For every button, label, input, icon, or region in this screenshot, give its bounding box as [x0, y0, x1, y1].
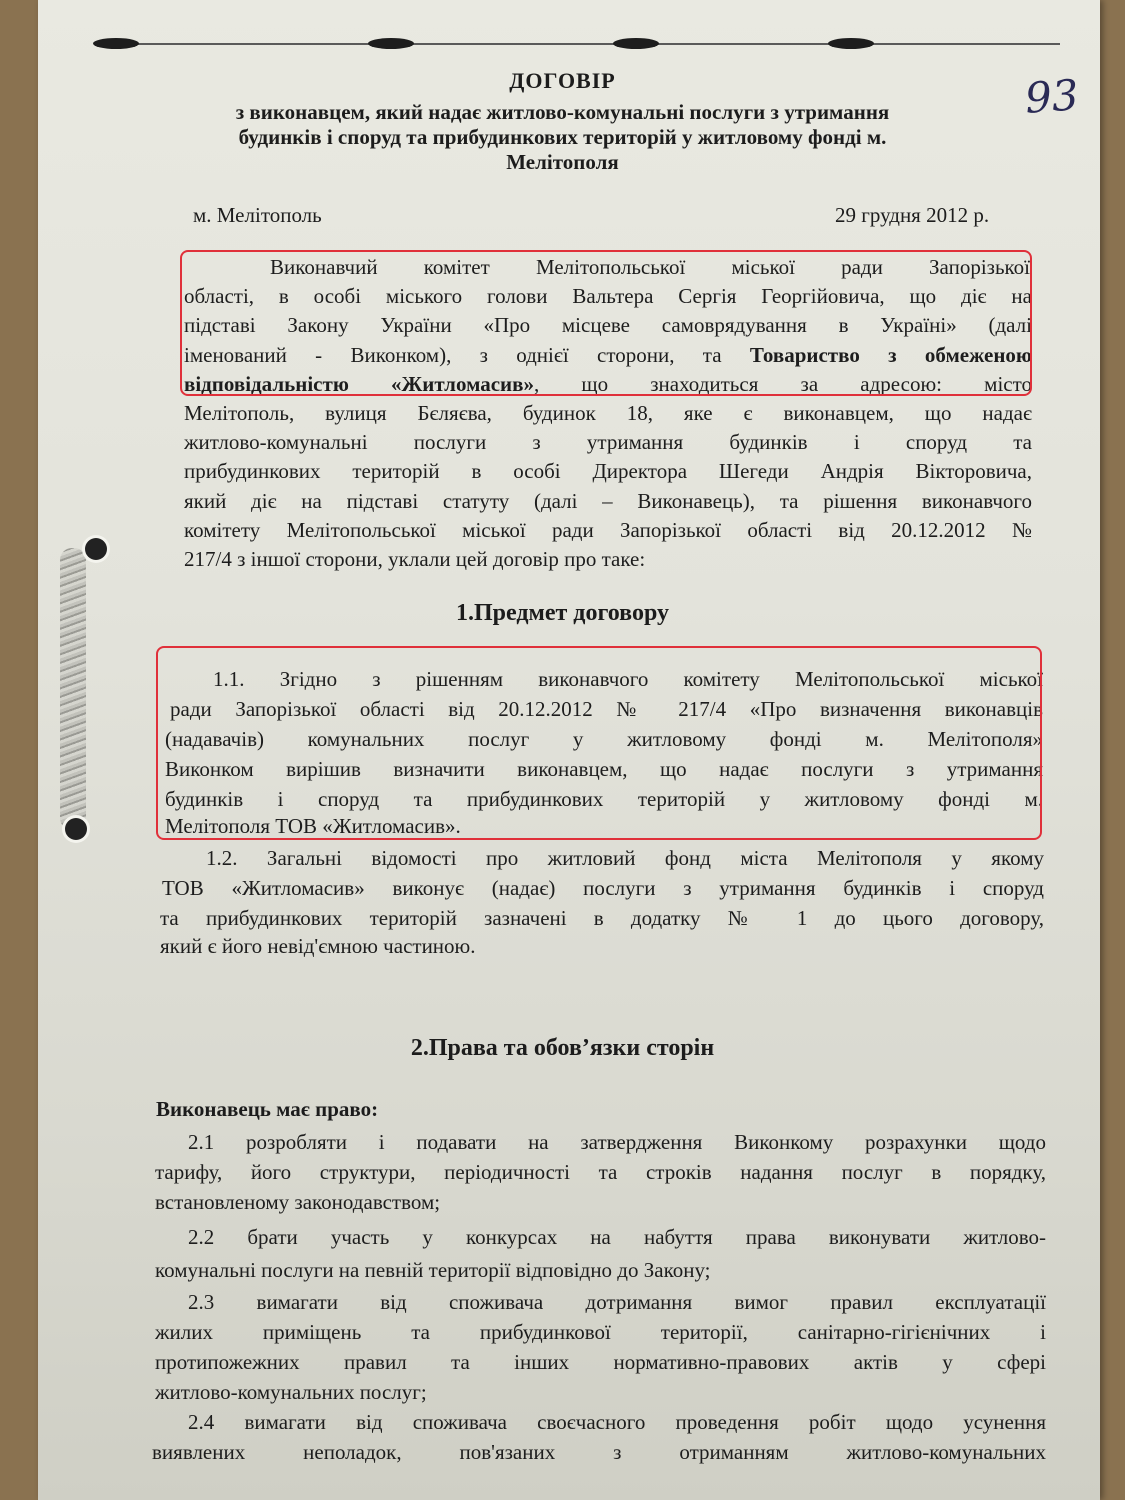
company-name: відповідальністю «Житломасив» — [184, 371, 534, 396]
section-1-heading: 1.Предмет договору — [456, 600, 669, 626]
text-line: Виконком вирішив визначити виконавцем, що надає послуги з утримання — [165, 757, 1043, 781]
text-line: виявлених неполадок, пов'язаних з отриманням житлово-комунальних — [152, 1440, 1046, 1464]
text-line: який є його невід'ємною частиною. — [160, 934, 476, 958]
text-line: жилих приміщень та прибудинкової території, санітарно-гігієнічних і — [155, 1320, 1046, 1344]
subtitle-line: Мелітополя — [506, 150, 619, 174]
staple-mark — [613, 38, 659, 49]
highlight-box-intro — [180, 250, 1032, 396]
text-line: підставі Закону України «Про місцеве самоврядування в Україні» (далі — [184, 313, 1032, 338]
document-title: ДОГОВІР — [509, 68, 616, 93]
text-line: 2.1 розробляти і подавати на затвердження Виконкому розрахунки щодо — [188, 1130, 1046, 1154]
text-line: (надавачів) комунальних послуг у житловому фонді м. Мелітополя» — [165, 727, 1043, 751]
text-line: Мелітополь, вулиця Бєляєва, будинок 18, яке є виконавцем, що надає — [184, 401, 1032, 425]
highlight-box-clause-1-1 — [156, 646, 1042, 840]
document-subtitle — [0, 100, 1125, 175]
text-line: житлово-комунальні послуги з утримання будинків і споруд та — [184, 430, 1032, 455]
section-2-heading: 2.Права та обов’язки сторін — [410, 1035, 715, 1061]
punch-hole — [65, 818, 87, 840]
staple-mark — [828, 38, 874, 49]
text-line: комунальні послуги на певній території відповідно до Закону; — [155, 1258, 711, 1282]
text-line: області, в особі міського голови Вальтера Сергія Георгійовича, що діє на — [184, 284, 1032, 309]
text-line: ТОВ «Житломасив» виконує (надає) послуги з утримання будинків і споруд — [162, 876, 1044, 900]
text-line: ради Запорізької області від 20.12.2012 № 217/4 «Про визначення виконавців — [170, 697, 1043, 721]
contract-date: 29 грудня 2012 р. — [835, 203, 990, 227]
text-fragment: , що знаходиться за адресою: місто — [534, 371, 1032, 396]
text-line: протипожежних правил та інших нормативно-правових актів у сфері — [155, 1350, 1046, 1374]
text-line: житлово-комунальних послуг; — [155, 1380, 427, 1404]
company-name: Товариство з обмеженою — [749, 342, 1032, 367]
subtitle-line: будинків і споруд та прибудинкових територій у житловому фонді м. — [238, 125, 887, 149]
text-line: тарифу, його структури, періодичності та строків надання послуг в порядку, — [155, 1160, 1046, 1184]
text-line: який діє на підставі статуту (далі – Виконавець), та рішення виконавчого — [184, 488, 1032, 513]
binding-strip — [38, 0, 1100, 60]
subtitle-line: з виконавцем, який надає житлово-комунальні послуги з утримання — [235, 100, 890, 124]
text-line: комітету Мелітопольської міської ради Запорізької області від 20.12.2012 № — [184, 517, 1032, 542]
text-line: 1.2. Загальні відомості про житловий фонд міста Мелітополя у якому — [206, 846, 1044, 870]
text-line: будинків і споруд та прибудинкових територій у житловому фонді м. — [165, 787, 1043, 811]
text-line: 2.3 вимагати від споживача дотримання вимог правил експлуатації — [188, 1290, 1046, 1314]
text-line: та прибудинкових територій зазначені в додатку № 1 до цього договору, — [160, 906, 1044, 930]
text-line: прибудинкових територій в особі Директора Шегеди Андрія Вікторовича, — [184, 459, 1032, 484]
text-line: 2.2 брати участь у конкурсах на набуття права виконувати житлово- — [188, 1225, 1046, 1249]
punch-hole — [85, 538, 107, 560]
text-line: 2.4 вимагати від споживача своєчасного проведення робіт щодо усунення — [188, 1410, 1046, 1434]
text-line: Виконавчий комітет Мелітопольської міської ради Запорізької — [270, 255, 1030, 279]
text-line: 217/4 з іншої сторони, уклали цей договір про таке: — [184, 547, 646, 571]
text-line: Мелітополя ТОВ «Житломасив». — [165, 814, 461, 838]
handwritten-page-number: 93 — [1023, 70, 1081, 123]
section-2-subheading: Виконавець має право: — [156, 1097, 379, 1121]
binding-thread — [60, 548, 86, 830]
text-line: встановленому законодавством; — [155, 1190, 441, 1214]
binding-line — [98, 43, 1060, 45]
staple-mark — [368, 38, 414, 49]
place-of-signing: м. Мелітополь — [193, 203, 322, 227]
staple-mark — [93, 38, 139, 49]
text-line: 1.1. Згідно з рішенням виконавчого комітету Мелітопольської міської — [213, 667, 1043, 691]
text-fragment: іменований - Виконком), з однієї сторони, та — [184, 342, 750, 367]
